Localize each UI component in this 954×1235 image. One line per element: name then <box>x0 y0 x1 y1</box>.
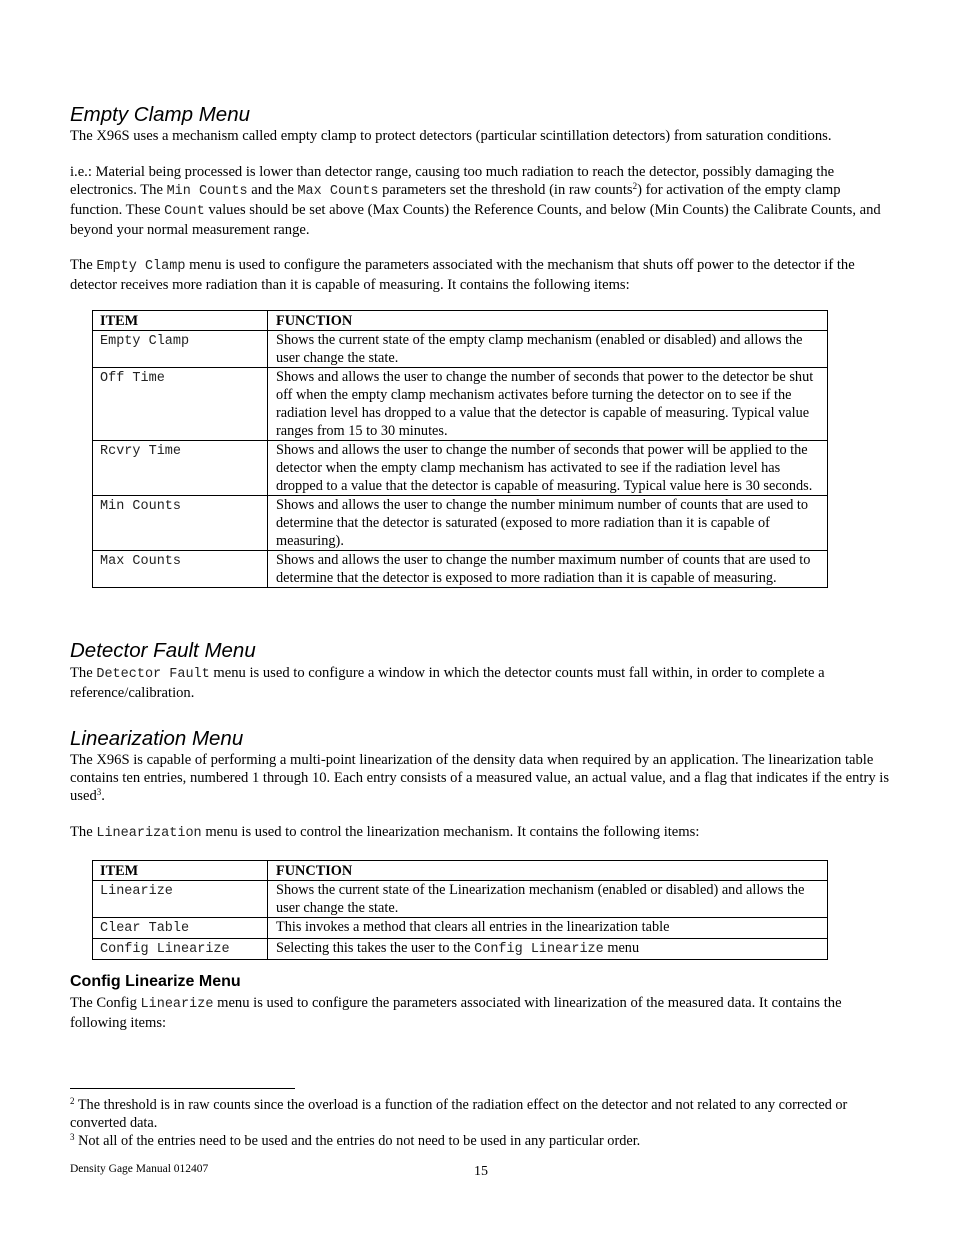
footnote-divider <box>70 1088 295 1089</box>
table-row <box>93 551 828 588</box>
function-cell: Shows the current state of the Linearization mechanism (enabled or disabled) and allows the user change the state. <box>268 881 828 918</box>
page-number: 15 <box>474 1164 488 1179</box>
empty-clamp-menu-description: The Empty Clamp menu is used to configure the parameters associated with the mechanism that shuts off power to the detector if the detector receives more radiation than it is capable of measuring. It contains the following items: <box>70 257 855 293</box>
empty-clamp-table <box>92 310 828 588</box>
function-cell: This invokes a method that clears all entries in the linearization table <box>268 918 828 939</box>
item-cell: Max Counts <box>93 551 268 588</box>
empty-clamp-heading: Empty Clamp Menu <box>70 103 251 126</box>
linearization-table-wrap <box>70 860 890 960</box>
table-row <box>93 881 828 918</box>
table-row <box>93 441 828 496</box>
function-cell: Selecting this takes the user to the Config Linearize menu <box>268 939 828 960</box>
empty-clamp-intro: The X96S uses a mechanism called empty clamp to protect detectors (particular scintillation detectors) from saturation conditions. <box>70 128 832 144</box>
code-max-counts: Max Counts <box>297 184 379 199</box>
code-empty-clamp: Empty Clamp <box>96 259 186 274</box>
function-cell: Shows and allows the user to change the number of seconds that power to the detector be shut off when the empty clamp mechanism activates before turning the detector on to see if the radiation level has dropped to a value that the detector is capable of measuring. Typical value ranges from 15 to 30 minutes. <box>268 368 828 441</box>
table-header-row <box>93 861 828 881</box>
empty-clamp-table-wrap <box>70 310 890 588</box>
linearization-intro: The X96S is capable of performing a multi-point linearization of the density data when required by an application. The linearization table contains ten entries, numbered 1 through 10. Each entry consists of a measured value, an actual value, and a flag that indicates if the entry is used$^3$. <box>70 752 890 804</box>
header-function: FUNCTION <box>268 861 828 881</box>
header-item: ITEM <box>93 861 268 881</box>
header-function: FUNCTION <box>268 311 828 331</box>
table-header-row <box>93 311 828 331</box>
code-config-linearize: Config Linearize <box>474 942 604 957</box>
config-linearize-description: The Config Linearize menu is used to configure the parameters associated with linearization of the measured data. It contains the following items: <box>70 995 842 1031</box>
code-min-counts: Min Counts <box>166 184 248 199</box>
item-cell: Off Time <box>93 368 268 441</box>
detector-fault-description: The Detector Fault menu is used to configure a window in which the detector counts must fall within, in order to complete a reference/calibration. <box>70 665 825 701</box>
item-cell: Empty Clamp <box>93 331 268 368</box>
linearization-table <box>92 860 828 960</box>
linearization-heading: Linearization Menu <box>70 727 244 750</box>
function-cell: Shows and allows the user to change the number maximum number of counts that are used to determine that the detector is exposed to more radiation than it is capable of measuring. <box>268 551 828 588</box>
code-count: Count <box>164 204 205 219</box>
table-row <box>93 918 828 939</box>
footnote-3: $^3$ Not all of the entries need to be used and the entries do not need to be used in any particular order. <box>70 1132 641 1149</box>
item-cell: Min Counts <box>93 496 268 551</box>
config-linearize-heading: Config Linearize Menu <box>70 973 241 990</box>
item-cell: Config Linearize <box>93 939 268 960</box>
item-cell: Linearize <box>93 881 268 918</box>
header-item: ITEM <box>93 311 268 331</box>
linearization-menu-description: The Linearization menu is used to control the linearization mechanism. It contains the following items: <box>70 824 700 841</box>
item-cell: Clear Table <box>93 918 268 939</box>
table-row <box>93 939 828 960</box>
code-detector-fault: Detector Fault <box>96 667 210 682</box>
footer-manual-title: Density Gage Manual 012407 <box>70 1163 209 1175</box>
footnote-ref-2: 2 <box>632 181 638 191</box>
table-row <box>93 496 828 551</box>
empty-clamp-example: i.e.: Material being processed is lower than detector range, causing too much radiation to reach the detector, possibly damaging the electronics. The Min Counts and the Max Counts parameters set the threshold (in raw counts$^2$) for activation of the empty clamp function. These Count values should be set above (Max Counts) the Reference Counts, and below (Min Counts) the Calibrate Counts, and beyond your normal measurement range. <box>70 164 881 238</box>
function-cell: Shows and allows the user to change the number minimum number of counts that are used to determine that the detector is saturated (exposed to more radiation than it is capable of measuring). <box>268 496 828 551</box>
table-row <box>93 368 828 441</box>
item-cell: Rcvry Time <box>93 441 268 496</box>
footnote-2: $^2$ The threshold is in raw counts since the overload is a function of the radiation effect on the detector and not related to any corrected or converted data. <box>70 1096 848 1131</box>
code-linearization: Linearization <box>96 826 202 841</box>
detector-fault-heading: Detector Fault Menu <box>70 639 256 662</box>
code-linearize: Linearize <box>140 997 214 1012</box>
function-cell: Shows and allows the user to change the number of seconds that power will be applied to the detector when the empty clamp mechanism has activated to see if the radiation level has dropped to a value that the detector is capable of measuring. Typical value here is 30 seconds. <box>268 441 828 496</box>
table-row <box>93 331 828 368</box>
footnote-ref-3: 3 <box>96 787 102 797</box>
function-cell: Shows the current state of the empty clamp mechanism (enabled or disabled) and allows the user change the state. <box>268 331 828 368</box>
